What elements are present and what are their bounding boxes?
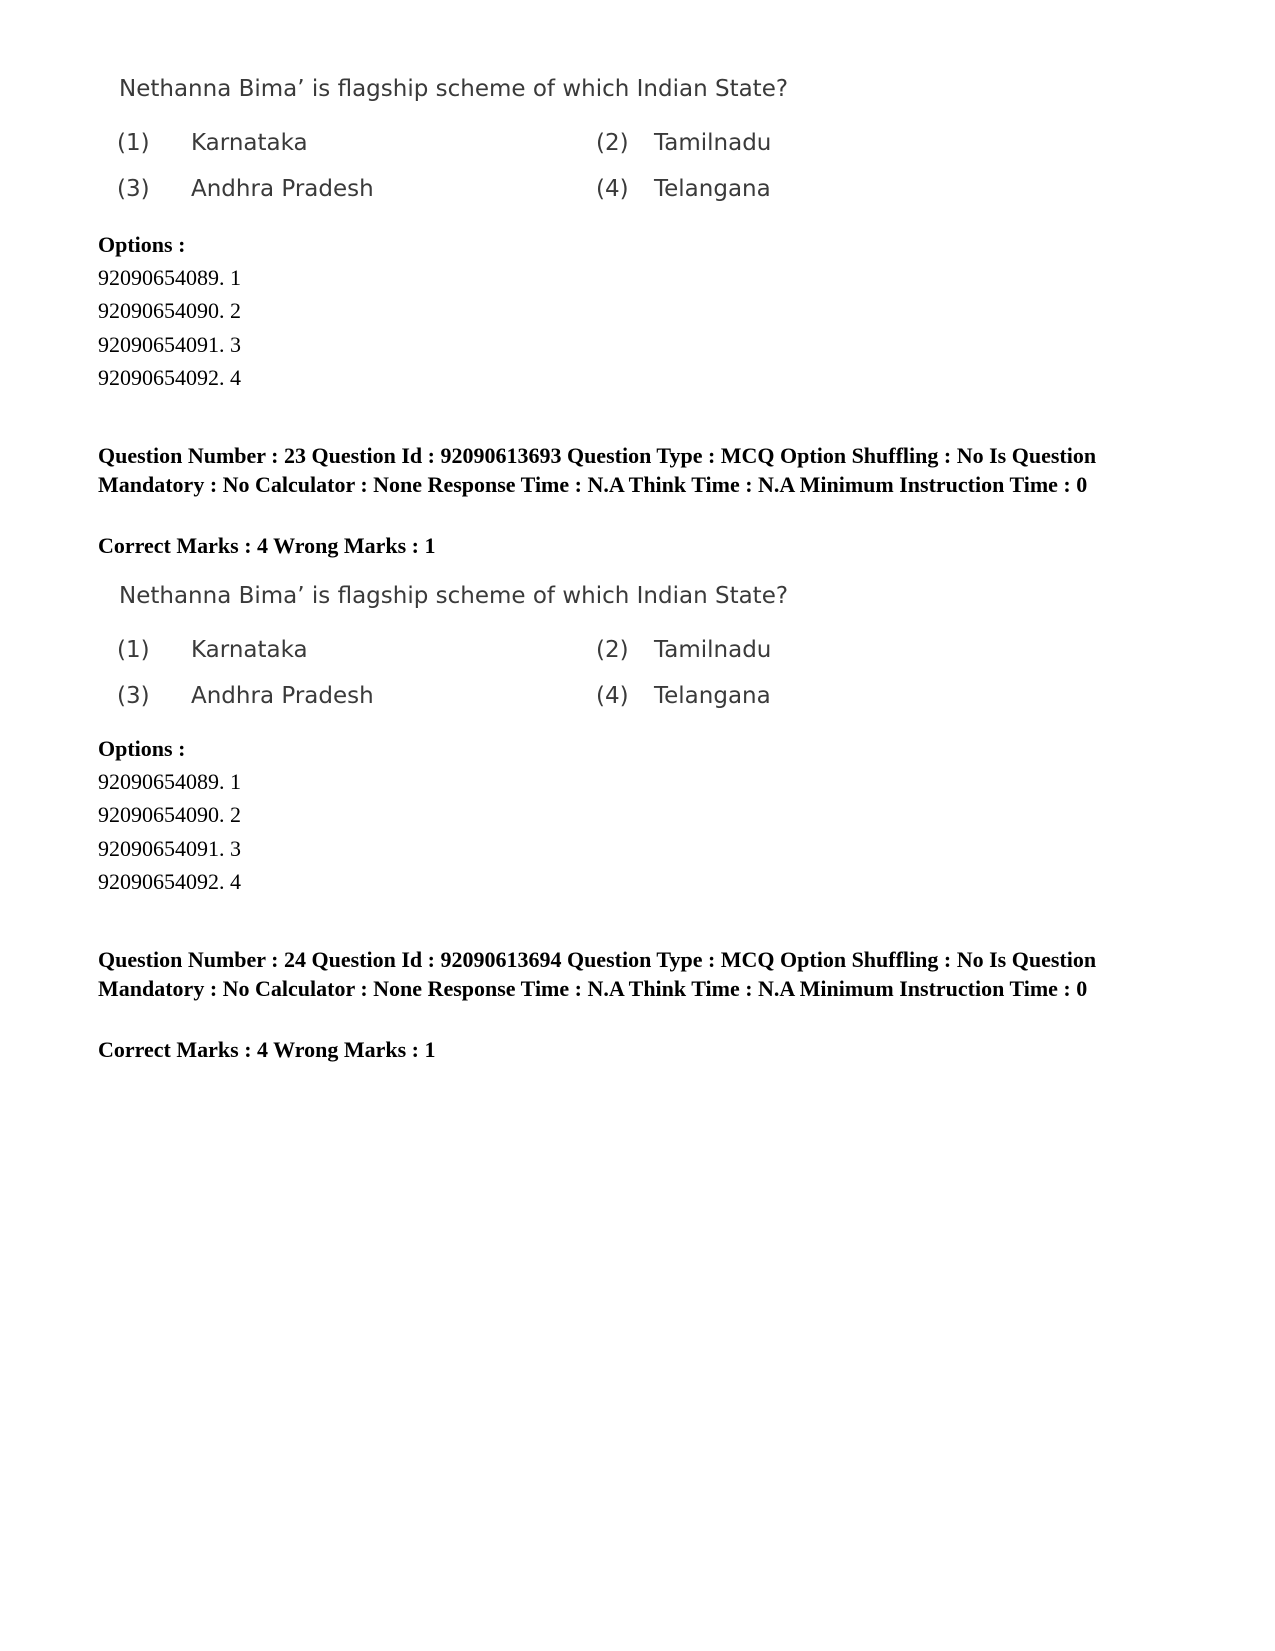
choice-number: (3) <box>117 176 150 202</box>
choice-label: Tamilnadu <box>654 130 772 156</box>
choice-number: (4) <box>596 683 629 709</box>
option-line: 92090654091. 3 <box>98 836 241 861</box>
choice-label: Karnataka <box>191 130 308 156</box>
question-image <box>0 76 1275 216</box>
choice-number: (2) <box>596 637 629 663</box>
choice-label: Tamilnadu <box>654 637 772 663</box>
choice-number: (1) <box>117 637 150 663</box>
choice-label: Telangana <box>654 176 771 202</box>
question-marks: Correct Marks : 4 Wrong Marks : 1 <box>98 533 436 558</box>
choice-label: Andhra Pradesh <box>191 683 374 709</box>
option-line: 92090654089. 1 <box>98 769 241 794</box>
option-line: 92090654089. 1 <box>98 265 241 290</box>
option-line: 92090654092. 4 <box>98 365 241 390</box>
question-prompt: Nethanna Bima’ is flagship scheme of which Indian State? <box>119 583 789 609</box>
options-title: Options : <box>98 232 186 257</box>
question-image <box>0 583 1275 723</box>
choice-label: Karnataka <box>191 637 308 663</box>
options-title: Options : <box>98 736 186 761</box>
option-line: 92090654092. 4 <box>98 869 241 894</box>
choice-label: Andhra Pradesh <box>191 176 374 202</box>
question-header: Question Number : 23 Question Id : 92090613693 Question Type : MCQ Option Shuffling : No Is Question Mandatory : No Calculator : None Response Time : N.A Think Time : N.A Minimum Instruction Time : 0 <box>98 443 1097 497</box>
option-line: 92090654090. 2 <box>98 802 241 827</box>
choice-number: (1) <box>117 130 150 156</box>
question-marks: Correct Marks : 4 Wrong Marks : 1 <box>98 1037 436 1062</box>
question-prompt: Nethanna Bima’ is flagship scheme of which Indian State? <box>119 76 789 102</box>
question-header: Question Number : 24 Question Id : 92090613694 Question Type : MCQ Option Shuffling : No Is Question Mandatory : No Calculator : None Response Time : N.A Think Time : N.A Minimum Instruction Time : 0 <box>98 947 1097 1001</box>
choice-number: (2) <box>596 130 629 156</box>
option-line: 92090654091. 3 <box>98 332 241 357</box>
choice-number: (4) <box>596 176 629 202</box>
choice-label: Telangana <box>654 683 771 709</box>
choice-number: (3) <box>117 683 150 709</box>
option-line: 92090654090. 2 <box>98 298 241 323</box>
